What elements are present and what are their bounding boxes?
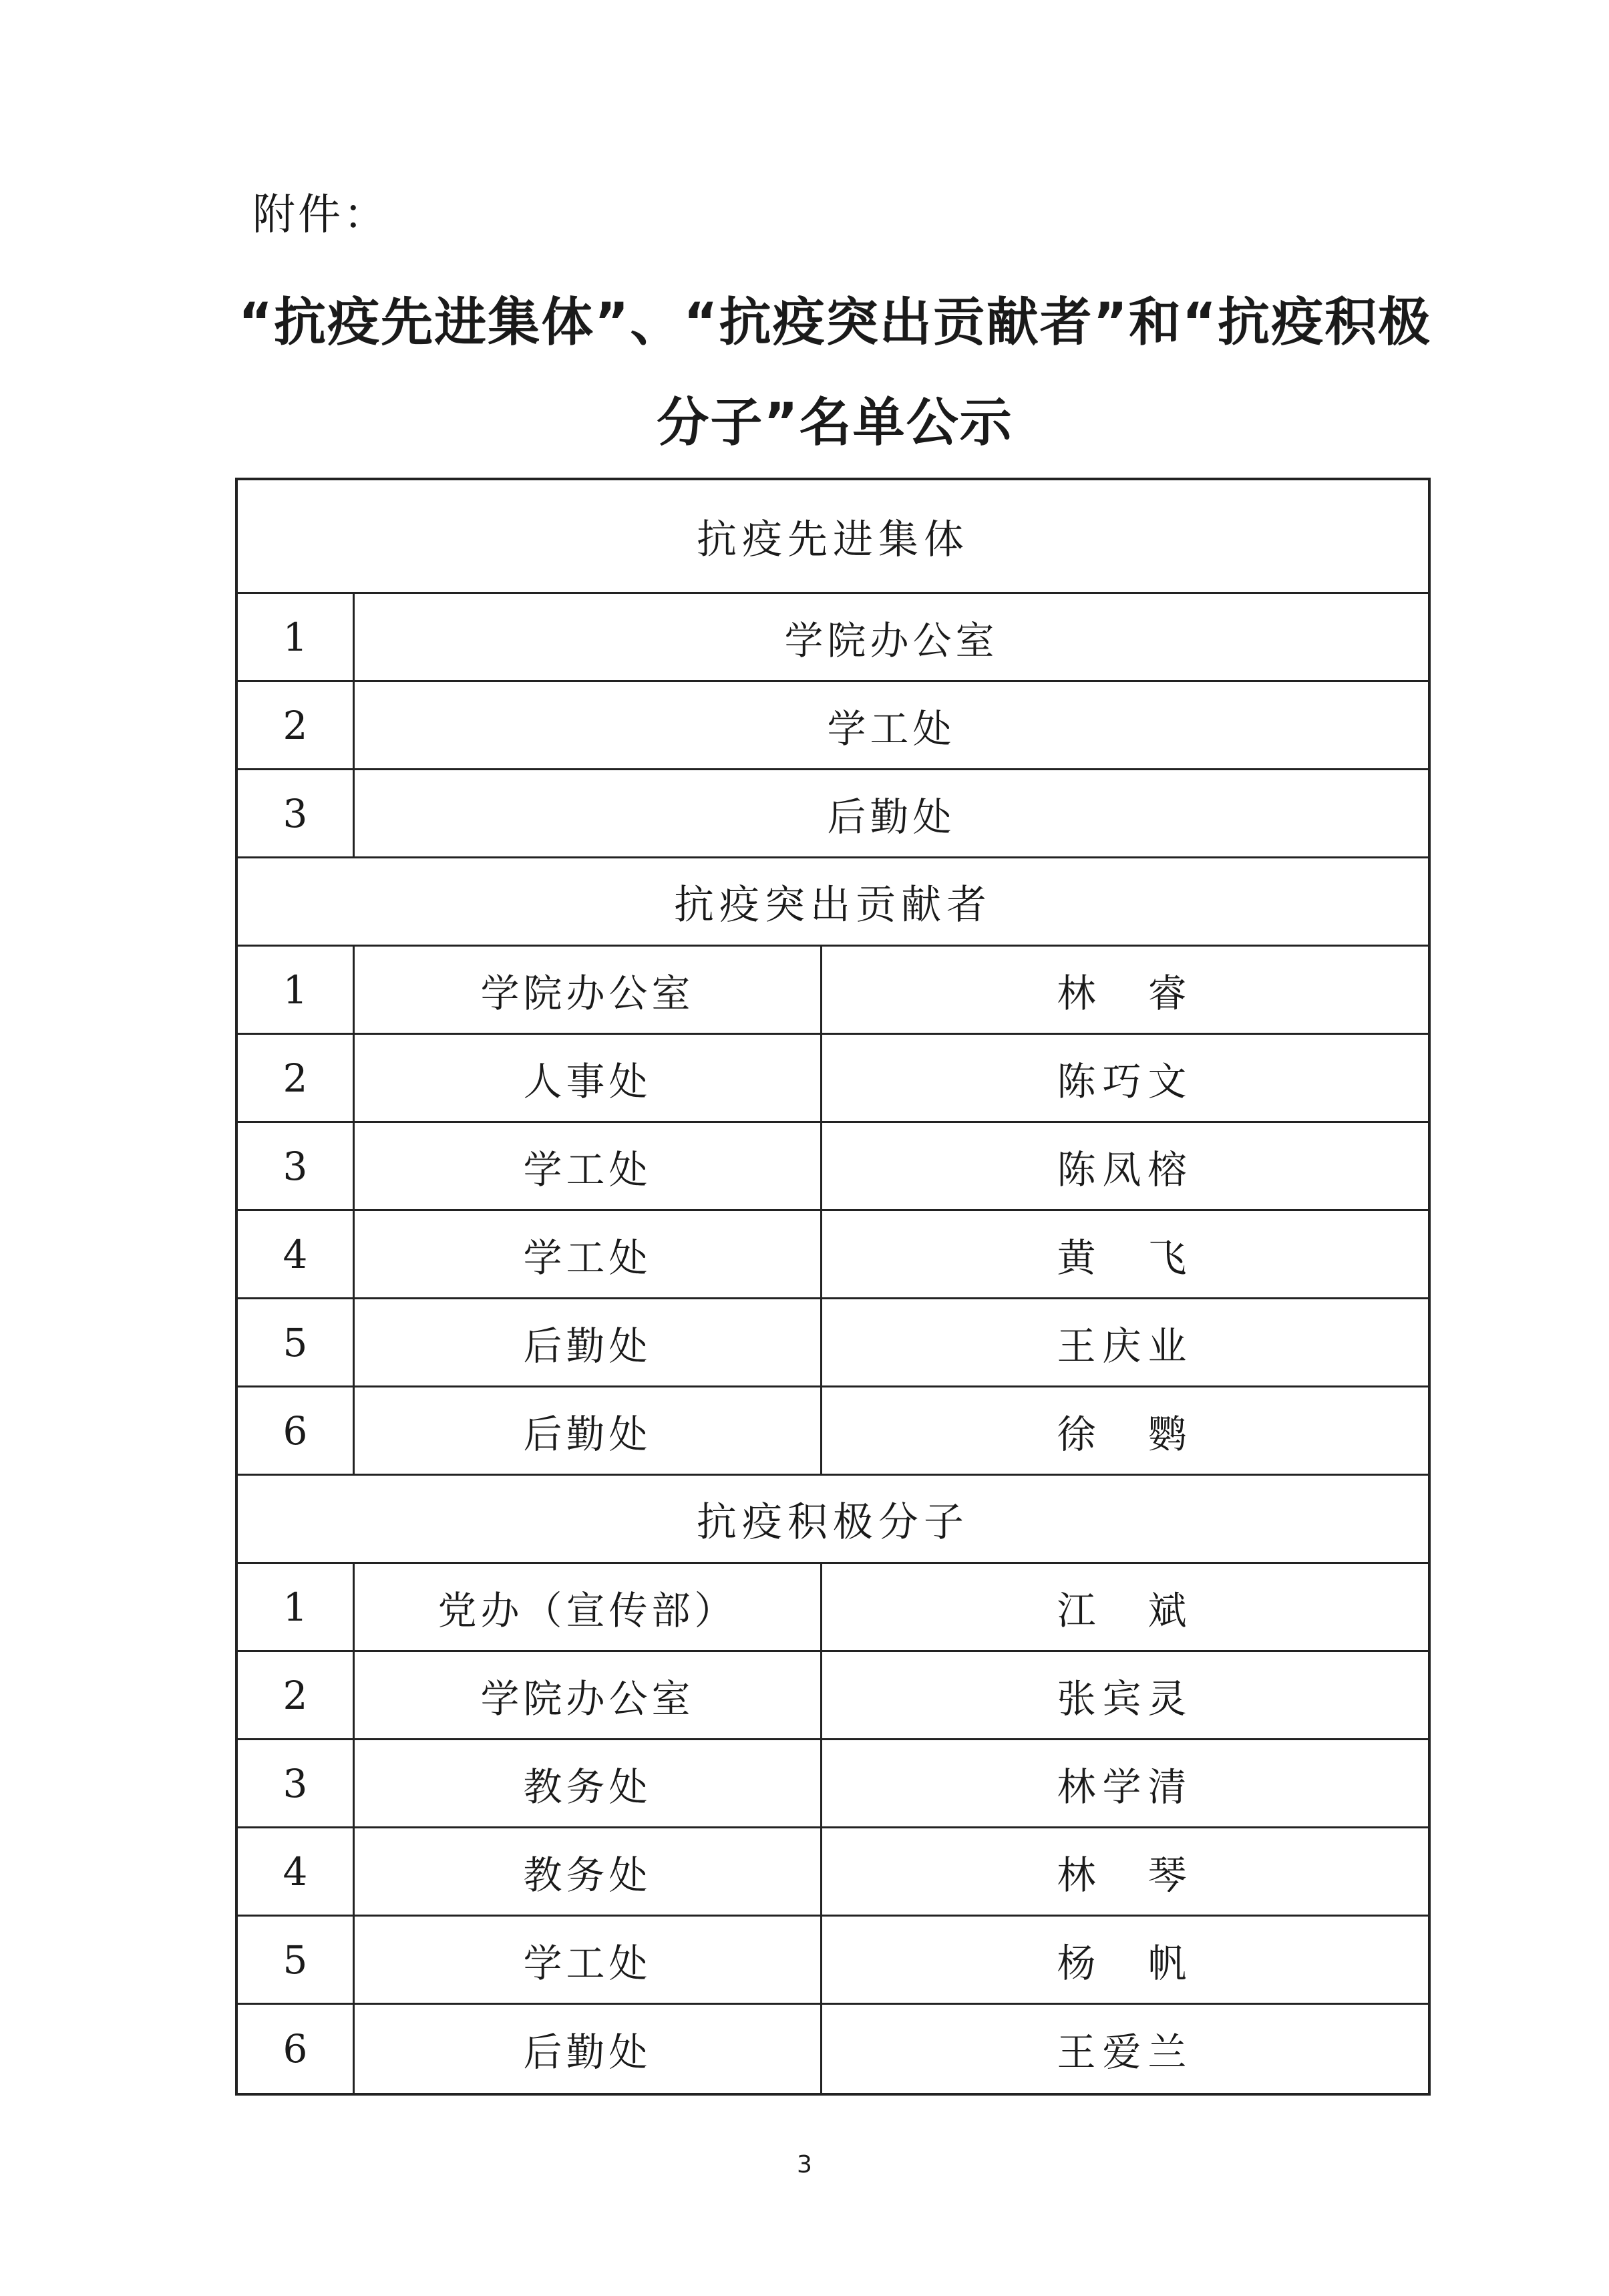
name-cell: 杨 帆: [1057, 1940, 1194, 1986]
list-table: [235, 478, 1431, 2096]
department-cell: 学工处: [355, 1123, 822, 1209]
table-row: [238, 1299, 1428, 1387]
department-cell: 后勤处: [355, 1299, 822, 1385]
department-cell: 教务处: [355, 1740, 822, 1826]
department-cell: 学工处: [355, 1211, 822, 1297]
title-line-1: “抗疫先进集体”、“抗疫突出贡献者”和“抗疫积极: [238, 293, 1432, 353]
name-cell: 王爱兰: [1057, 2029, 1194, 2075]
row-number: 3: [238, 1123, 355, 1209]
table-row: [238, 2005, 1428, 2093]
name-cell: 陈巧文: [1057, 1058, 1194, 1104]
table-row: [238, 1123, 1428, 1211]
row-number: 1: [238, 947, 355, 1033]
attachment-label: 附件：: [252, 190, 389, 240]
table-row: [238, 594, 1428, 682]
department-cell: 后勤处: [355, 1387, 822, 1474]
department-cell: 教务处: [355, 1828, 822, 1915]
page-number: 3: [797, 2151, 812, 2178]
department-cell: 人事处: [355, 1035, 822, 1121]
table-row: [238, 947, 1428, 1035]
department-cell: 学院办公室: [355, 1652, 822, 1738]
row-number: 3: [238, 770, 355, 856]
department-cell: 学工处: [827, 705, 956, 752]
section-2-heading: 抗疫突出贡献者: [674, 881, 992, 929]
row-number: 2: [238, 1652, 355, 1738]
department-cell: 后勤处: [355, 2005, 822, 2093]
table-row: [238, 1828, 1428, 1917]
table-row: [238, 1564, 1428, 1652]
row-number: 2: [238, 682, 355, 768]
table-row: [238, 1035, 1428, 1123]
department-cell: 学工处: [355, 1917, 822, 2003]
table-row: [238, 1652, 1428, 1740]
table-row: [238, 682, 1428, 770]
name-cell: 林 睿: [1057, 970, 1194, 1016]
table-row: [238, 1387, 1428, 1476]
table-row: [238, 770, 1428, 858]
section-heading-row: [238, 1476, 1428, 1564]
row-number: 1: [238, 1564, 355, 1650]
row-number: 2: [238, 1035, 355, 1121]
name-cell: 王庆业: [1057, 1323, 1194, 1369]
section-1-heading: 抗疫先进集体: [697, 516, 969, 563]
row-number: 5: [238, 1299, 355, 1385]
title-line-2: 分子”名单公示: [657, 393, 1013, 453]
row-number: 6: [238, 2005, 355, 2093]
section-3-heading: 抗疫积极分子: [697, 1498, 969, 1546]
name-cell: 黄 飞: [1057, 1235, 1194, 1281]
name-cell: 陈凤榕: [1057, 1146, 1194, 1192]
row-number: 1: [238, 594, 355, 680]
department-cell: 党办（宣传部）: [355, 1564, 822, 1650]
department-cell: 学院办公室: [784, 617, 999, 663]
row-number: 3: [238, 1740, 355, 1826]
name-cell: 林 琴: [1057, 1852, 1194, 1898]
row-number: 4: [238, 1211, 355, 1297]
table-row: [238, 1211, 1428, 1299]
department-cell: 后勤处: [827, 794, 956, 840]
row-number: 6: [238, 1387, 355, 1474]
section-heading-row: [238, 858, 1428, 947]
name-cell: 徐 鹦: [1057, 1411, 1194, 1457]
section-heading-row: [238, 480, 1428, 594]
department-cell: 学院办公室: [355, 947, 822, 1033]
name-cell: 江 斌: [1057, 1587, 1194, 1633]
name-cell: 张宾灵: [1057, 1675, 1194, 1721]
name-cell: 林学清: [1057, 1764, 1194, 1810]
row-number: 4: [238, 1828, 355, 1915]
row-number: 5: [238, 1917, 355, 2003]
table-row: [238, 1917, 1428, 2005]
table-row: [238, 1740, 1428, 1828]
